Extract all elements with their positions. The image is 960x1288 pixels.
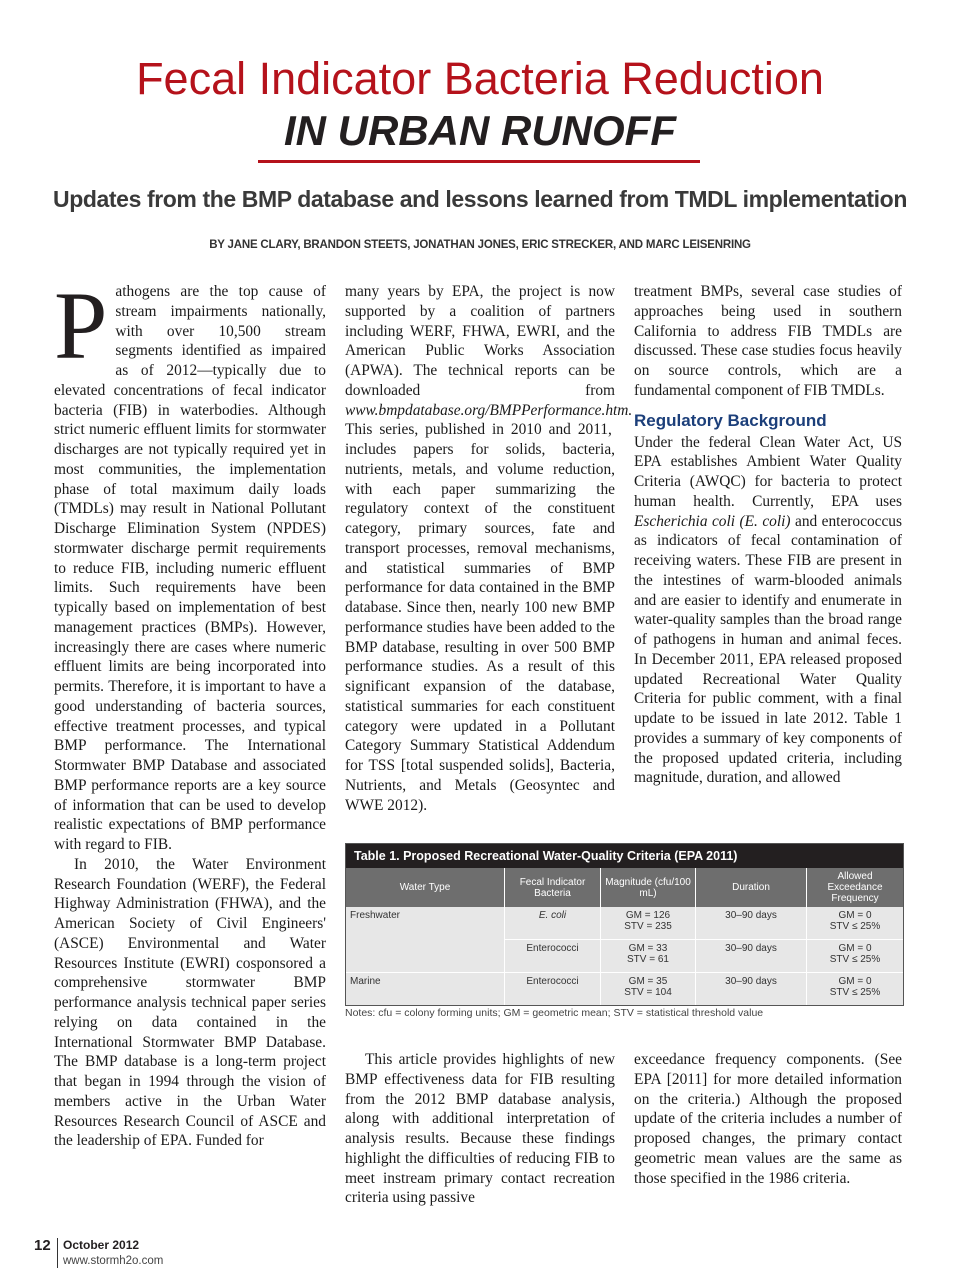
article-column-2-lower <box>345 1050 615 1208</box>
cell-magnitude <box>601 973 696 1006</box>
paragraph-3-text-b: This series, published in 2010 and 2011, includes papers for solids, bacteria, nutrients, metals, and volume reduction, with each paper summarizing the regulatory context of the constituent category, primary sources, fate and transport processes, removal mechanisms, and statistical summaries of BMP performance for data contained in the BMP database. Since then, nearly 100 new BMP performance studies have been added to the BMP database, resulting in over 500 BMP performance studies. As a result of this significant expansion of the database, statistical summaries for each constituent category were updated in a Pollutant Category Summary Statistical Addendum for TSS [total suspended solids], Bacteria, Nutrients, and Metals (Geosyntec and WWE 2012). <box>345 421 615 814</box>
cell-exceedance-gm: GM = 0 <box>838 910 872 921</box>
paragraph-5-text-a: Under the federal Clean Water Act, US EPA establishes Ambient Water Quality Criteria (AWQC) for bacteria to protect human health. Currently, EPA uses <box>634 433 902 510</box>
cell-magnitude <box>601 907 696 940</box>
article-column-3 <box>634 282 902 788</box>
cell-exceedance <box>807 973 904 1006</box>
article-subtitle: Updates from the BMP database and lessons learned from TMDL implementation <box>53 186 907 212</box>
cell-bacteria <box>505 907 601 940</box>
cell-exceedance <box>807 907 904 940</box>
paragraph-2: In 2010, the Water Environment Research Foundation (WERF), the Federal Highway Administration (FHWA), and the American Society of Civil Engineers' (ASCE) Environmental and Water Resources Institute (EWRI) cosponsored a comprehensive stormwater BMP performance analysis technical paper series relying on data contained in the International Stormwater BMP Database. The BMP database is a long-term project that began in 1994 through the vision of members active in the Urban Water Resources Research Council of ASCE and the leadership of EPA. Funded for <box>54 855 326 1150</box>
paragraph-6: This article provides highlights of new BMP effectiveness data for FIB resulting from the 2012 BMP database analysis, along with additional interpretation of analysis results. Because these findings highlight the difficulties of reducing FIB to meet instream primary contact recreation criteria using passive <box>345 1051 615 1207</box>
cell-bacteria: Enterococci <box>505 973 601 1006</box>
table-title: Table 1. Proposed Recreational Water-Quality Criteria (EPA 2011) <box>346 844 903 868</box>
article-byline: BY JANE CLARY, BRANDON STEETS, JONATHAN JONES, ERIC STRECKER, AND MARC LEISENRING <box>209 239 751 251</box>
table-header-duration: Duration <box>696 868 807 907</box>
cell-exceedance <box>807 940 904 973</box>
paragraph-intro <box>54 272 326 855</box>
table-header-magnitude: Magnitude (cfu/100 mL) <box>601 868 696 907</box>
cell-water-type <box>346 940 505 973</box>
table-header-bacteria: Fecal Indicator Bacteria <box>505 868 601 907</box>
paragraph-3 <box>345 282 633 815</box>
cell-magnitude-gm: GM = 35 <box>628 976 668 987</box>
footer-divider <box>57 1238 58 1268</box>
cell-exceedance-stv: STV ≤ 25% <box>829 954 881 965</box>
cell-water-type: Freshwater <box>350 910 401 921</box>
paragraph-5-italic: Escherichia coli (E. coli) <box>634 512 791 530</box>
bmp-database-link[interactable]: www.bmpdatabase.org/BMPPerformance.htm. <box>345 401 633 419</box>
paragraph-7: exceedance frequency components. (See EPA [2011] for more detailed information on the criteria.) Although the proposed update of the criteria includes a number of proposed changes, the primary contact geometric mean values are the same as those specified in the 1986 criteria. <box>634 1051 902 1187</box>
article-column-2 <box>345 282 633 815</box>
table-header-exceedance: Allowed Exceedance Frequency <box>807 868 904 907</box>
table-row <box>346 973 903 1006</box>
cell-duration: 30–90 days <box>696 907 807 940</box>
table-row <box>346 940 903 973</box>
paragraph-5 <box>634 433 902 789</box>
table-notes: Notes: cfu = colony forming units; GM = geometric mean; STV = statistical threshold value <box>345 1007 764 1019</box>
cell-magnitude-stv: STV = 104 <box>624 987 672 998</box>
table-row <box>346 907 903 940</box>
article-title-line2: IN URBAN RUNOFF <box>284 107 676 154</box>
cell-magnitude-gm: GM = 126 <box>625 910 671 921</box>
article-title-line1: Fecal Indicator Bacteria Reduction <box>136 53 824 104</box>
paragraph-5-text-b: and enterococcus as indicators of fecal contamination of receiving waters. These FIB are present in the intestines of warm-blooded animals and are easier to identify and enumerate in water-quality samples than the broad range of pathogens in human and animal feces. In December 2011, EPA released proposed updated Recreational Water Quality Criteria for public comment, with a final update to be issued in late 2012. Table 1 provides a summary of key components of the proposed updated criteria, including magnitude, duration, and allowed <box>634 512 902 787</box>
table-header-water-type: Water Type <box>346 868 505 907</box>
article-column-1 <box>54 272 326 1151</box>
publication-url[interactable]: www.stormh2o.com <box>63 1255 164 1267</box>
cell-bacteria-text: E. coli <box>538 910 567 921</box>
drop-cap: P <box>54 272 108 379</box>
cell-exceedance-stv: STV ≤ 25% <box>829 921 881 932</box>
cell-exceedance-stv: STV ≤ 25% <box>829 987 881 998</box>
criteria-table <box>345 843 904 1006</box>
cell-duration: 30–90 days <box>696 973 807 1006</box>
cell-magnitude-stv: STV = 61 <box>627 954 669 965</box>
paragraph-intro-text: athogens are the top cause of stream impairments nationally, with over 10,500 stream segments identified as impaired as of 2012—typically due to elevated concentrations of fecal indicator bacteria (FIB) in waterbodies. Although strict numeric effluent limits for stormwater discharges are not typically required yet in most communities, the implementation phase of total maximum daily loads (TMDLs) may result in National Pollutant Discharge Elimination System (NPDES) stormwater discharge permit requirements to reduce FIB, including numeric effluent limits. Such requirements have been typically based on implementation of best management practices (BMPs). However, increasingly there are cases where numeric effluent limits are being incorporated into permits. Therefore, it is important to have a good understanding of bacteria sources, effective treatment processes, and typical BMP performance. The International Stormwater BMP Database and associated BMP performance reports are a key source of information that can be used to develop realistic expectations of BMP performance with regard to FIB. <box>54 283 326 853</box>
section-heading-regulatory: Regulatory Background <box>634 410 827 430</box>
cell-exceedance-gm: GM = 0 <box>838 976 872 987</box>
title-divider <box>258 160 700 163</box>
page-number: 12 <box>34 1237 51 1254</box>
cell-duration: 30–90 days <box>696 940 807 973</box>
cell-exceedance-gm: GM = 0 <box>838 943 872 954</box>
cell-magnitude <box>601 940 696 973</box>
cell-bacteria: Enterococci <box>505 940 601 973</box>
cell-water-type: Marine <box>346 973 505 1006</box>
paragraph-3-text-a: many years by EPA, the project is now supported by a coalition of partners including WERF, FHWA, EWRI, and the American Public Works Association (APWA). The technical reports can be downloaded from <box>345 283 615 399</box>
criteria-data-table <box>346 868 903 1005</box>
issue-date: October 2012 <box>63 1238 140 1252</box>
cell-magnitude-stv: STV = 235 <box>624 921 672 932</box>
paragraph-4: treatment BMPs, several case studies of approaches being used in southern California to address FIB TMDLs are discussed. These case studies focus heavily on source controls, which are a fundamental component of FIB TMDLs. <box>634 283 902 399</box>
article-column-3-lower <box>634 1050 902 1188</box>
cell-magnitude-gm: GM = 33 <box>628 943 668 954</box>
